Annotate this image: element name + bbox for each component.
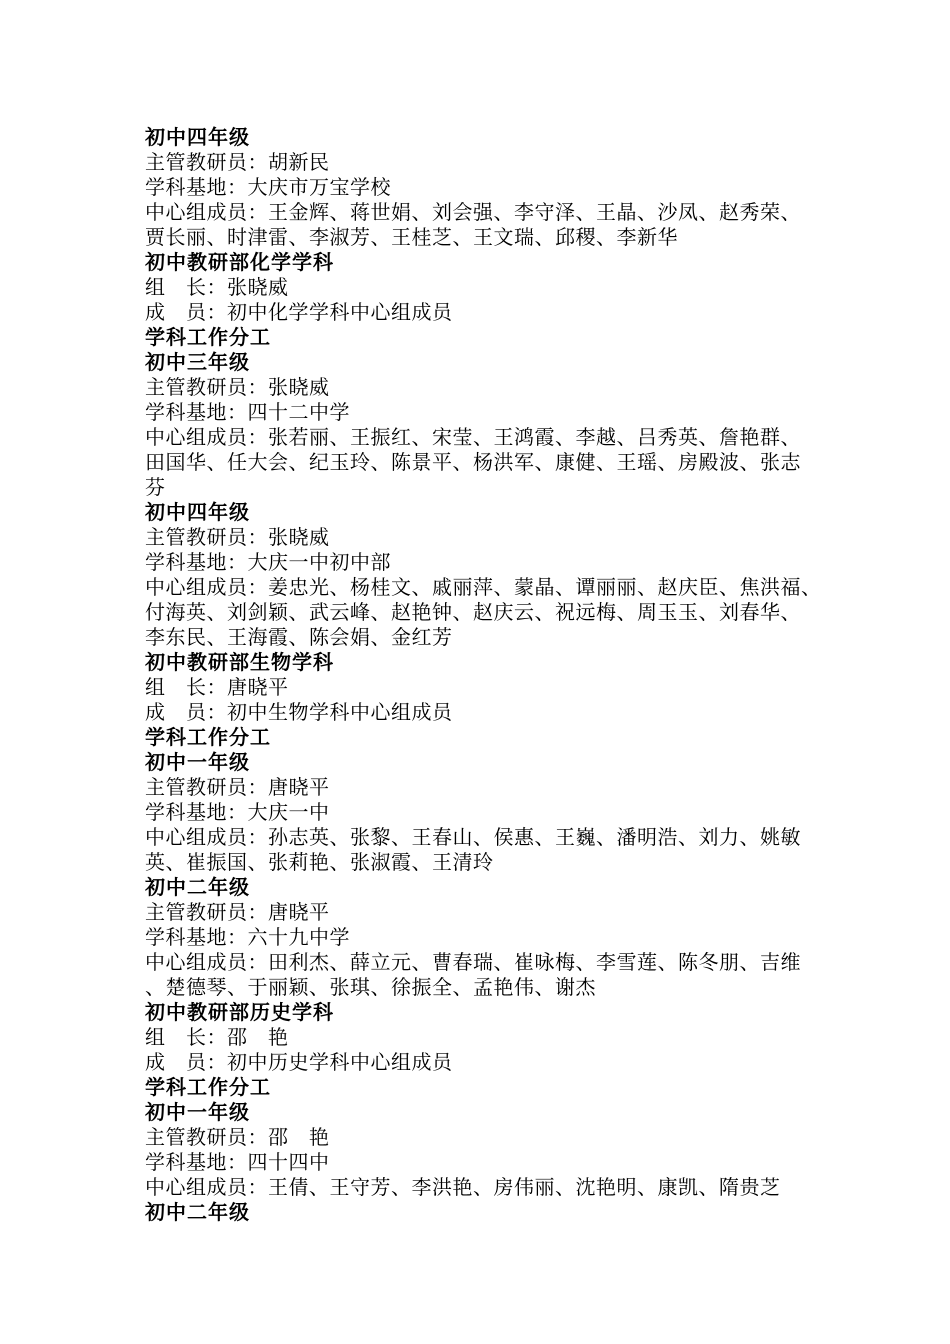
text-line: 成 员：初中化学学科中心组成员 <box>145 300 453 324</box>
text-line: 、楚德琴、于丽颖、张琪、徐振全、孟艳伟、谢杰 <box>145 975 596 999</box>
text-line: 芬 <box>145 475 166 499</box>
text-line: 学科基地：四十四中 <box>145 1150 330 1174</box>
text-line: 学科基地：四十二中学 <box>145 400 350 424</box>
text-line: 中心组成员：田利杰、薛立元、曹春瑞、崔咏梅、李雪莲、陈冬朋、吉维 <box>145 950 801 974</box>
text-line: 田国华、任大会、纪玉玲、陈景平、杨洪军、康健、王瑶、房殿波、张志 <box>145 450 801 474</box>
text-line: 主管教研员：张晓威 <box>145 375 330 399</box>
text-line: 英、崔振国、张莉艳、张淑霞、王清玲 <box>145 850 494 874</box>
text-line: 主管教研员：胡新民 <box>145 150 330 174</box>
section-heading: 初中教研部生物学科 <box>145 650 334 674</box>
text-line: 中心组成员：孙志英、张黎、王春山、侯惠、王巍、潘明浩、刘力、姚敏 <box>145 825 801 849</box>
section-heading: 初中教研部化学学科 <box>145 250 334 274</box>
text-line: 主管教研员：唐晓平 <box>145 900 330 924</box>
section-heading: 学科工作分工 <box>145 325 271 349</box>
text-line: 中心组成员：王倩、王守芳、李洪艳、房伟丽、沈艳明、康凯、隋贵芝 <box>145 1175 781 1199</box>
text-line: 中心组成员：王金辉、蒋世娟、刘会强、李守泽、王晶、沙凤、赵秀荣、 <box>145 200 801 224</box>
text-line: 主管教研员：张晓威 <box>145 525 330 549</box>
text-line: 成 员：初中历史学科中心组成员 <box>145 1050 453 1074</box>
text-line: 中心组成员：张若丽、王振红、宋莹、王鸿霞、李越、吕秀英、詹艳群、 <box>145 425 801 449</box>
text-line: 主管教研员：邵 艳 <box>145 1125 330 1149</box>
text-line: 组 长：邵 艳 <box>145 1025 289 1049</box>
section-heading: 初中二年级 <box>145 875 250 899</box>
text-line: 学科基地：大庆一中初中部 <box>145 550 391 574</box>
section-heading: 初中教研部历史学科 <box>145 1000 334 1024</box>
text-line: 主管教研员：唐晓平 <box>145 775 330 799</box>
text-line: 组 长：唐晓平 <box>145 675 289 699</box>
section-heading: 学科工作分工 <box>145 725 271 749</box>
text-line: 中心组成员：姜忠光、杨桂文、戚丽萍、蒙晶、谭丽丽、赵庆臣、焦洪福、 <box>145 575 822 599</box>
text-line: 贾长丽、时津雷、李淑芳、王桂芝、王文瑞、邱稷、李新华 <box>145 225 678 249</box>
text-line: 李东民、王海霞、陈会娟、金红芳 <box>145 625 453 649</box>
text-line: 学科基地：大庆一中 <box>145 800 330 824</box>
section-heading: 学科工作分工 <box>145 1075 271 1099</box>
section-heading: 初中三年级 <box>145 350 250 374</box>
text-line: 学科基地：六十九中学 <box>145 925 350 949</box>
text-line: 成 员：初中生物学科中心组成员 <box>145 700 453 724</box>
section-heading: 初中二年级 <box>145 1200 250 1224</box>
text-line: 组 长：张晓威 <box>145 275 289 299</box>
section-heading: 初中一年级 <box>145 1100 250 1124</box>
text-line: 学科基地：大庆市万宝学校 <box>145 175 391 199</box>
section-heading: 初中四年级 <box>145 125 250 149</box>
section-heading: 初中一年级 <box>145 750 250 774</box>
document-page <box>145 125 825 1225</box>
text-line: 付海英、刘剑颖、武云峰、赵艳钟、赵庆云、祝远梅、周玉玉、刘春华、 <box>145 600 801 624</box>
section-heading: 初中四年级 <box>145 500 250 524</box>
